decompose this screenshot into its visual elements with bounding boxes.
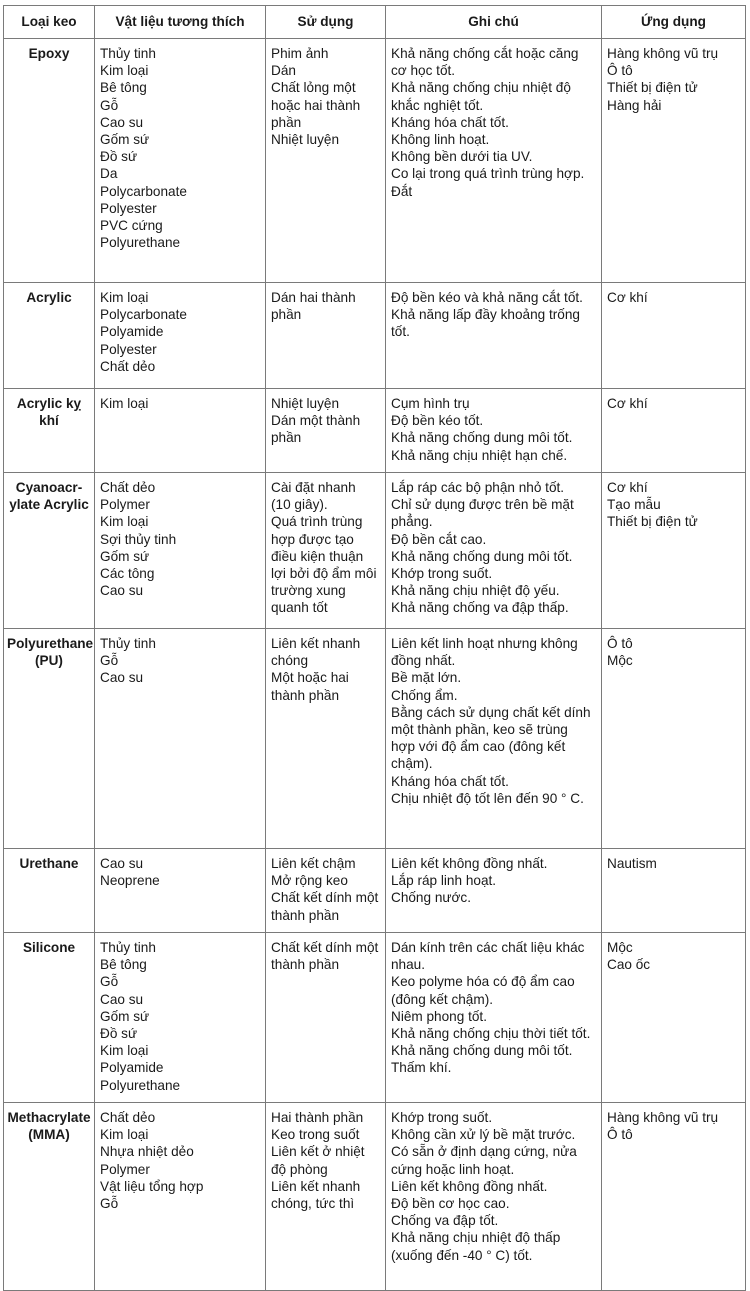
cell-line: Không bền dưới tia UV. — [391, 149, 533, 165]
cell-line: Liên kết không đồng nhất. — [391, 1178, 548, 1194]
usage-cell — [266, 933, 386, 1103]
cell-line: Cao su — [100, 991, 144, 1007]
cell-line: Hai thành phần — [271, 1110, 364, 1125]
usage-cell — [266, 39, 386, 283]
cell-line: Cao su — [100, 583, 144, 599]
adhesive-type-cell: Acrylic kỵ khí — [4, 389, 95, 473]
header-applications: Ứng dụng — [602, 6, 746, 39]
header-row — [4, 6, 746, 39]
usage-cell — [266, 473, 386, 629]
cell-line: Gỗ — [100, 97, 119, 113]
cell-line: Dán kính trên các chất liệu khác nhau. — [391, 940, 585, 973]
header-notes: Ghi chú — [386, 6, 602, 39]
cell-line: Cơ khí — [607, 396, 648, 411]
cell-line: Thủy tinh — [100, 636, 156, 651]
cell-line: Kim loại — [100, 1127, 149, 1143]
cell-line: Hàng không vũ trụ — [607, 1110, 719, 1125]
cell-line: Chất dẻo — [100, 480, 156, 495]
cell-line: Đắt — [391, 183, 413, 199]
cell-line: Polyester — [100, 341, 157, 357]
usage-cell — [266, 283, 386, 389]
cell-line: Neoprene — [100, 873, 160, 889]
cell-line: Polyurethane — [100, 235, 181, 251]
cell-line: Thiết bị điện tử — [607, 514, 698, 530]
materials-cell — [95, 1103, 266, 1291]
cell-line: Chất lỏng một hoặc hai thành phần — [271, 80, 361, 130]
cell-line: Cao su — [100, 856, 144, 871]
cell-line: Cao ốc — [607, 957, 651, 973]
cell-line: Khả năng chống dung môi tốt. — [391, 430, 573, 446]
table-row — [4, 933, 746, 1103]
cell-line: Cơ khí — [607, 290, 648, 305]
cell-line: Dán một thành phần — [271, 413, 361, 446]
adhesive-type-cell: Acrylic — [4, 283, 95, 389]
materials-cell — [95, 473, 266, 629]
cell-line: Polyamide — [100, 1060, 164, 1076]
cell-line: Khả năng chống chịu nhiệt độ khắc nghiệt tốt. — [391, 80, 571, 113]
cell-line: Thấm khí. — [391, 1060, 452, 1076]
adhesive-type-cell: Polyurethane (PU) — [4, 629, 95, 849]
cell-line: Khả năng chống cắt hoặc căng cơ học tốt. — [391, 46, 579, 79]
notes-cell — [386, 933, 602, 1103]
cell-line: Co lại trong quá trình trùng hợp. — [391, 166, 585, 182]
cell-line: Polyester — [100, 200, 157, 216]
materials-cell — [95, 933, 266, 1103]
notes-cell — [386, 473, 602, 629]
cell-line: Mộc — [607, 940, 633, 955]
cell-line: Chất dẻo — [100, 1110, 156, 1125]
usage-cell — [266, 389, 386, 473]
usage-cell — [266, 1103, 386, 1291]
cell-line: Chất dẻo — [100, 358, 156, 374]
cell-line: Polycarbonate — [100, 183, 187, 199]
cell-line: Cụm hình trụ — [391, 396, 470, 411]
cell-line: Gỗ — [100, 1196, 119, 1212]
cell-line: Một hoặc hai thành phần — [271, 670, 349, 703]
header-usage: Sử dụng — [266, 6, 386, 39]
cell-line: Polymer — [100, 497, 150, 513]
cell-line: Kim loại — [100, 396, 149, 411]
notes-cell — [386, 849, 602, 933]
adhesive-type-cell: Urethane — [4, 849, 95, 933]
cell-line: Cao su — [100, 670, 144, 686]
cell-line: Polyurethane — [100, 1077, 181, 1093]
cell-line: Nhiệt luyện — [271, 396, 340, 411]
cell-line: Liên kết không đồng nhất. — [391, 856, 548, 871]
header-compatible-materials: Vật liệu tương thích — [95, 6, 266, 39]
cell-line: Độ bền kéo tốt. — [391, 413, 484, 429]
cell-line: Kim loại — [100, 63, 149, 79]
cell-line: Chất kết dính một thành phần — [271, 940, 379, 973]
cell-line: Lắp ráp linh hoạt. — [391, 873, 497, 889]
cell-line: Gốm sứ — [100, 132, 150, 148]
cell-line: Khớp trong suốt. — [391, 1110, 493, 1125]
cell-line: Khả năng chịu nhiệt độ thấp (xuống đến -40 ° C) tốt. — [391, 1230, 561, 1263]
cell-line: Keo trong suốt — [271, 1127, 360, 1143]
cell-line: Phim ảnh — [271, 46, 329, 61]
cell-line: Kháng hóa chất tốt. — [391, 773, 509, 789]
applications-cell — [602, 473, 746, 629]
table-body — [4, 39, 746, 1291]
cell-line: Chống ẩm. — [391, 687, 458, 703]
cell-line: Chống nước. — [391, 890, 471, 906]
cell-line: Liên kết chậm — [271, 856, 356, 871]
cell-line: Khả năng chịu nhiệt độ yếu. — [391, 583, 560, 599]
table-row — [4, 849, 746, 933]
cell-line: Chống va đập tốt. — [391, 1213, 499, 1229]
cell-line: Dán — [271, 63, 296, 79]
cell-line: Nhiệt luyện — [271, 132, 340, 148]
adhesive-type-cell: Silicone — [4, 933, 95, 1103]
materials-cell — [95, 849, 266, 933]
applications-cell — [602, 283, 746, 389]
cell-line: Khả năng lấp đầy khoảng trống tốt. — [391, 307, 580, 340]
cell-line: Hàng hải — [607, 97, 662, 113]
cell-line: Bê tông — [100, 957, 147, 973]
cell-line: Liên kết nhanh chóng, tức thì — [271, 1178, 361, 1212]
cell-line: Không linh hoạt. — [391, 132, 490, 148]
cell-line: Đồ sứ — [100, 149, 138, 165]
notes-cell — [386, 389, 602, 473]
table-row — [4, 1103, 746, 1291]
cell-line: Khả năng chịu nhiệt hạn chế. — [391, 447, 568, 463]
notes-cell — [386, 283, 602, 389]
cell-line: Polycarbonate — [100, 307, 187, 323]
cell-line: Có sẵn ở định dạng cứng, nửa cứng hoặc linh hoạt. — [391, 1144, 577, 1177]
cell-line: Cơ khí — [607, 480, 648, 495]
adhesive-type-cell: Methacrylate (MMA) — [4, 1103, 95, 1291]
cell-line: Độ bền cơ học cao. — [391, 1196, 510, 1212]
cell-line: Bằng cách sử dụng chất kết dính một thành phần, keo sẽ trùng hợp với độ ẩm cao (đông kết chậm). — [391, 704, 591, 772]
cell-line: Niêm phong tốt. — [391, 1008, 487, 1024]
cell-line: Khả năng chống dung môi tốt. — [391, 548, 573, 564]
cell-line: Vật liệu tổng hợp — [100, 1178, 204, 1194]
cell-line: Chất kết dính một thành phần — [271, 890, 379, 923]
cell-line: Tạo mẫu — [607, 497, 661, 513]
cell-line: Liên kết linh hoạt nhưng không đồng nhất. — [391, 636, 578, 669]
adhesive-type-cell: Cyanoacr-ylate Acrylic — [4, 473, 95, 629]
cell-line: Mộc — [607, 653, 633, 669]
cell-line: Kim loại — [100, 290, 149, 305]
notes-cell — [386, 39, 602, 283]
usage-cell — [266, 849, 386, 933]
notes-cell — [386, 1103, 602, 1291]
notes-cell — [386, 629, 602, 849]
cell-line: Gốm sứ — [100, 1008, 150, 1024]
cell-line: Bề mặt lớn. — [391, 670, 462, 686]
cell-line: Liên kết ở nhiệt độ phòng — [271, 1144, 365, 1177]
table-row — [4, 283, 746, 389]
header-adhesive-type: Loại keo — [4, 6, 95, 39]
cell-line: Khả năng chống dung môi tốt. — [391, 1043, 573, 1059]
cell-line: Dán hai thành phần — [271, 290, 356, 323]
cell-line: PVC cứng — [100, 218, 163, 234]
cell-line: Nautism — [607, 856, 657, 871]
table-row — [4, 473, 746, 629]
materials-cell — [95, 629, 266, 849]
cell-line: Độ bền cắt cao. — [391, 531, 487, 547]
cell-line: Polyamide — [100, 324, 164, 340]
table-row — [4, 629, 746, 849]
cell-line: Thiết bị điện tử — [607, 80, 698, 96]
cell-line: Đồ sứ — [100, 1026, 138, 1042]
table-row — [4, 389, 746, 473]
cell-line: Thủy tinh — [100, 940, 156, 955]
cell-line: Kháng hóa chất tốt. — [391, 114, 509, 130]
materials-cell — [95, 389, 266, 473]
cell-line: Gốm sứ — [100, 548, 150, 564]
cell-line: Ô tô — [607, 63, 633, 79]
adhesive-type-cell: Epoxy — [4, 39, 95, 283]
cell-line: Gỗ — [100, 974, 119, 990]
cell-line: Khớp trong suốt. — [391, 566, 493, 582]
cell-line: Cài đặt nhanh (10 giây). — [271, 480, 356, 513]
cell-line: Ô tô — [607, 1127, 633, 1143]
applications-cell — [602, 933, 746, 1103]
cell-line: Thủy tinh — [100, 46, 156, 61]
cell-line: Chịu nhiệt độ tốt lên đến 90 ° C. — [391, 790, 584, 806]
cell-line: Ô tô — [607, 636, 633, 651]
cell-line: Khả năng chống chịu thời tiết tốt. — [391, 1026, 591, 1042]
adhesive-comparison-table — [3, 5, 746, 1291]
cell-line: Lắp ráp các bộ phận nhỏ tốt. — [391, 480, 565, 495]
cell-line: Các tông — [100, 566, 155, 582]
cell-line: Kim loại — [100, 514, 149, 530]
cell-line: Sợi thủy tinh — [100, 531, 177, 547]
cell-line: Da — [100, 166, 118, 182]
applications-cell — [602, 389, 746, 473]
cell-line: Độ bền kéo và khả năng cắt tốt. — [391, 290, 583, 305]
cell-line: Liên kết nhanh chóng — [271, 636, 361, 669]
cell-line: Gỗ — [100, 653, 119, 669]
cell-line: Keo polyme hóa có độ ẩm cao (đông kết chậm). — [391, 974, 575, 1007]
cell-line: Khả năng chống va đập thấp. — [391, 600, 569, 616]
cell-line: Nhựa nhiệt dẻo — [100, 1144, 194, 1160]
applications-cell — [602, 849, 746, 933]
cell-line: Không cần xử lý bề mặt trước. — [391, 1127, 576, 1143]
cell-line: Kim loại — [100, 1043, 149, 1059]
cell-line: Cao su — [100, 114, 144, 130]
cell-line: Bê tông — [100, 80, 147, 96]
cell-line: Mở rộng keo — [271, 873, 348, 889]
cell-line: Polymer — [100, 1161, 150, 1177]
table-row — [4, 39, 746, 283]
applications-cell — [602, 1103, 746, 1291]
materials-cell — [95, 283, 266, 389]
cell-line: Chỉ sử dụng được trên bề mặt phẳng. — [391, 497, 574, 530]
cell-line: Quá trình trùng hợp được tạo điều kiện thuận lợi bởi độ ẩm môi trường xung quanh tốt — [271, 514, 377, 616]
cell-line: Hàng không vũ trụ — [607, 46, 719, 61]
applications-cell — [602, 629, 746, 849]
materials-cell — [95, 39, 266, 283]
usage-cell — [266, 629, 386, 849]
applications-cell — [602, 39, 746, 283]
